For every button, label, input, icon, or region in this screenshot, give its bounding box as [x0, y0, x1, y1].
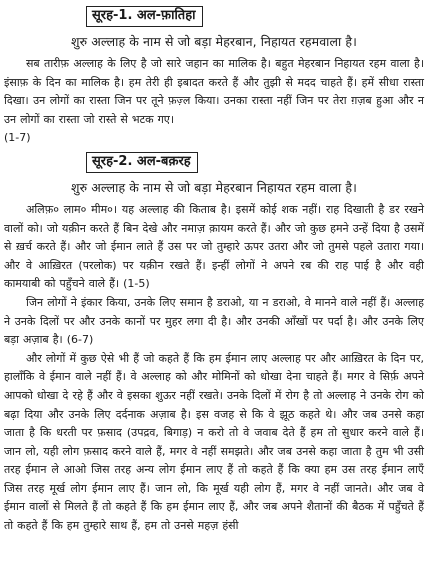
surah-1-verse-ref: (1-7) — [4, 131, 31, 145]
surah-2-paragraph-3: और लोगों में कुछ ऐसे भी हैं जो कहते हैं कि हम ईमान लाए अल्लाह पर और आख़िरत के दिन पर, हालाँकि वे ईमान वाले नहीं हैं। वे अल्लाह को और मोमिनों को धोखा देना चाहते हैं। मगर वे सिर्फ़ अपने आपको धोखा दे रहे हैं और वे इसका शुऊर नहीं रखते। उनके दिलों में रोग है तो अल्लाह ने उनके रोग को बढ़ा दिया और उनके लिए दर्दनाक अज़ाब है। इस वजह से कि वे झूठ कहते थे। और जब उनसे कहा जाता है कि धरती पर फ़साद (उपद्रव, बिगाड़) न करो तो वे जवाब देते हैं हम तो सुधार करने वाले हैं। जान लो, यही लोग फ़साद करने वाले हैं, मगर वे नहीं समझते। और जब उनसे कहा जाता है तुम भी उसी तरह ईमान ले आओ जिस तरह अन्य लोग ईमान लाए हैं तो कहते हैं कि क्या हम उस तरह ईमान लाएँ जिस तरह मूर्ख लोग ईमान लाए हैं। जान लो, कि मूर्ख यही लोग हैं, मगर वे नहीं जानते। और जब वे ईमान वालों से मिलते हैं तो कहते हैं कि हम ईमान लाए हैं, और जब अपने शैतानों की बैठक में पहुँचते हैं तो कहते हैं कि हम तुम्हारे साथ हैं, हम तो उनसे महज़ हंसी — [4, 351, 424, 533]
surah-2-paragraph-1: अलिफ़० लाम० मीम०। यह अल्लाह की किताब है। इसमें कोई शक नहीं। राह दिखाती है डर रखने वालों को। जो यक़ीन करते हैं बिन देखे और नमाज़ क़ायम करते हैं। और जो कुछ हमने उन्हें दिया है उसमें से ख़र्च करते हैं। और जो ईमान लाते हैं उस पर जो तुम्हारे ऊपर उतरा और जो तुमसे पहले उतारा गया। और वे आख़िरत (परलोक) पर यक़ीन रखते हैं। इन्हीं लोगों ने अपने रब की राह पाई है और वही कामयाबी को पहुँचने वाले हैं। (1-5) — [4, 202, 424, 291]
surah-1-paragraph — [4, 55, 424, 148]
surah-2-bismillah: शुरु अल्लाह के नाम से जो बड़ा मेहरबान निहायत रहम वाला है। — [71, 179, 357, 195]
surah-1-heading: सूरह-1. अल-फ़ातिहा — [86, 6, 203, 27]
surah-2-heading: सूरह-2. अल-बक़रह — [86, 152, 198, 173]
surah-1-bismillah: शुरु अल्लाह के नाम से जो बड़ा मेहरबान, निहायत रहमवाला है। — [71, 34, 357, 49]
surah-2-paragraph-2: जिन लोगों ने इंकार किया, उनके लिए समान है डराओ, या न डराओ, वे मानने वाले नहीं हैं। अल्लाह ने उनके दिलों पर और उनके कानों पर मुहर लगा दी है। और उनकी आँखों पर पर्दा है। और उनके लिए बड़ा अज़ाब है। (6-7) — [4, 295, 424, 347]
surah-1-text: सब तारीफ़ अल्लाह के लिए है जो सारे जहान का मालिक है। बहुत मेहरबान निहायत रहम वाला है। इंसाफ़ के दिन का मालिक है। हम तेरी ही इबादत करते हैं और तुझी से मदद चाहते हैं। हमें सीधा रास्ता दिखा। उन लोगों का रास्ता जिन पर तूने फ़ज़्ल किया। उनका रास्ता नहीं जिन पर तेरा ग़ज़ब हुआ और न उन लोगों का रास्ता जो रास्ते से भटक गए। — [4, 57, 424, 126]
